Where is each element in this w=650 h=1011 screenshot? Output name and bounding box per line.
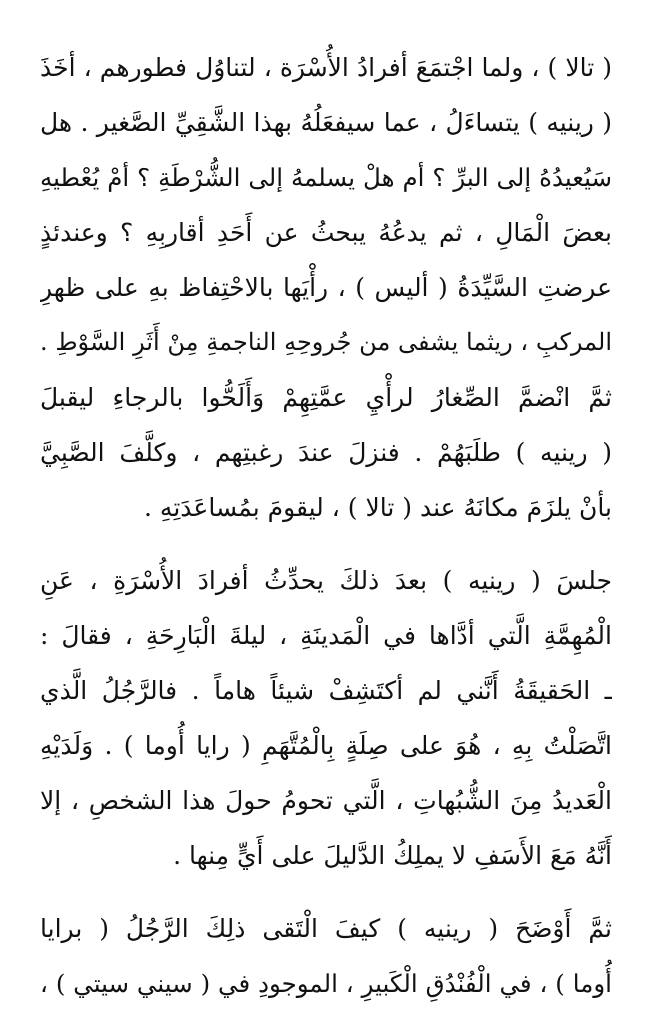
paragraph xyxy=(40,901,612,1011)
text-line: أُوما ) ، في الْفُنْدُقِ الْكَبيرِ ، الموجودِ في ( سيني سيتي ) ، xyxy=(40,969,612,998)
text-line: ( رينيه ) طلَبَهُمْ . فنزلَ عندَ رغبتِهم ، وكلَّفَ الصَّبِيَّ xyxy=(40,438,612,467)
text-line: ـ الحَقيقَةُ أَنَّني لم أكتَشِفْ شيئاً هاماً . فالرَّجُلُ الَّذي xyxy=(40,676,612,705)
text-line: بأنْ يلزَمَ مكانَهُ عند ( تالا ) ، ليقومَ بمُساعَدَتِهِ . xyxy=(144,493,612,522)
text-line: ( تالا ) ، ولما اجْتمَعَ أفرادُ الأُسْرَة ، لتناوُل فطورهم ، أخَذَ xyxy=(40,53,612,82)
book-page xyxy=(40,40,612,998)
text-line: الْعَديدُ مِنَ الشُّبُهاتِ ، الَّتي تحومُ حولَ هذا الشخصِ ، إلا xyxy=(40,786,612,815)
text-line: أَنَّهُ مَعَ الأَسَفِ لا يملِكُ الدَّليلَ على أَيٍّ مِنها . xyxy=(173,841,612,870)
paragraph-spacer xyxy=(40,535,612,553)
text-line: عرضتِ السَّيِّدَةُ ( أليس ) ، رأْيَها بالاحْتِفاظ بهِ على ظهرِ xyxy=(40,273,612,302)
text-line: المركبِ ، ريثما يشفى من جُروحِهِ الناجمةِ مِنْ أَثَرِ السَّوْطِ . xyxy=(40,328,612,356)
text-line: ثمَّ أَوْضَحَ ( رينيه ) كيفَ الْتَقى ذلِكَ الرَّجُلُ ( برايا xyxy=(40,914,612,943)
text-line: الْمُهِمَّةِ الَّتي أدَّاها في الْمَدينَةِ ، ليلةَ الْبَارِحَةِ ، فقالَ : xyxy=(40,621,612,650)
text-line: بعضَ الْمَالِ ، ثم يدعُهُ يبحثُ عن أَحَدِ أقاربِهِ ؟ وعندئذٍ xyxy=(40,218,612,247)
paragraph-spacer xyxy=(40,883,612,901)
paragraph xyxy=(40,553,612,883)
text-line: اتَّصَلْتُ بِهِ ، هُوَ على صِلَةٍ بِالْمُتَّهَمِ ( رايا أُوما ) . وَلَدَيْهِ xyxy=(40,731,612,760)
paragraph xyxy=(40,40,612,535)
text-line: ( رينيه ) يتساءَلُ ، عما سيفعَلُهُ بهذا الشَّقِيِّ الصَّغير . هل xyxy=(40,108,612,137)
text-line: ثمَّ انْضمَّ الصِّغارُ لرأْيِ عمَّتِهِمْ وَأَلَحُّوا بالرجاءِ ليقبلَ xyxy=(40,383,612,412)
text-line: سَيُعيدُهُ إلى البرِّ ؟ أم هلْ يسلمهُ إلى الشُّرْطَةِ ؟ أمْ يُعْطيهِ xyxy=(40,163,612,192)
text-line: جلسَ ( رينيه ) بعدَ ذلكَ يحدِّثُ أفرادَ الأُسْرَةِ ، عَنِ xyxy=(40,566,612,595)
